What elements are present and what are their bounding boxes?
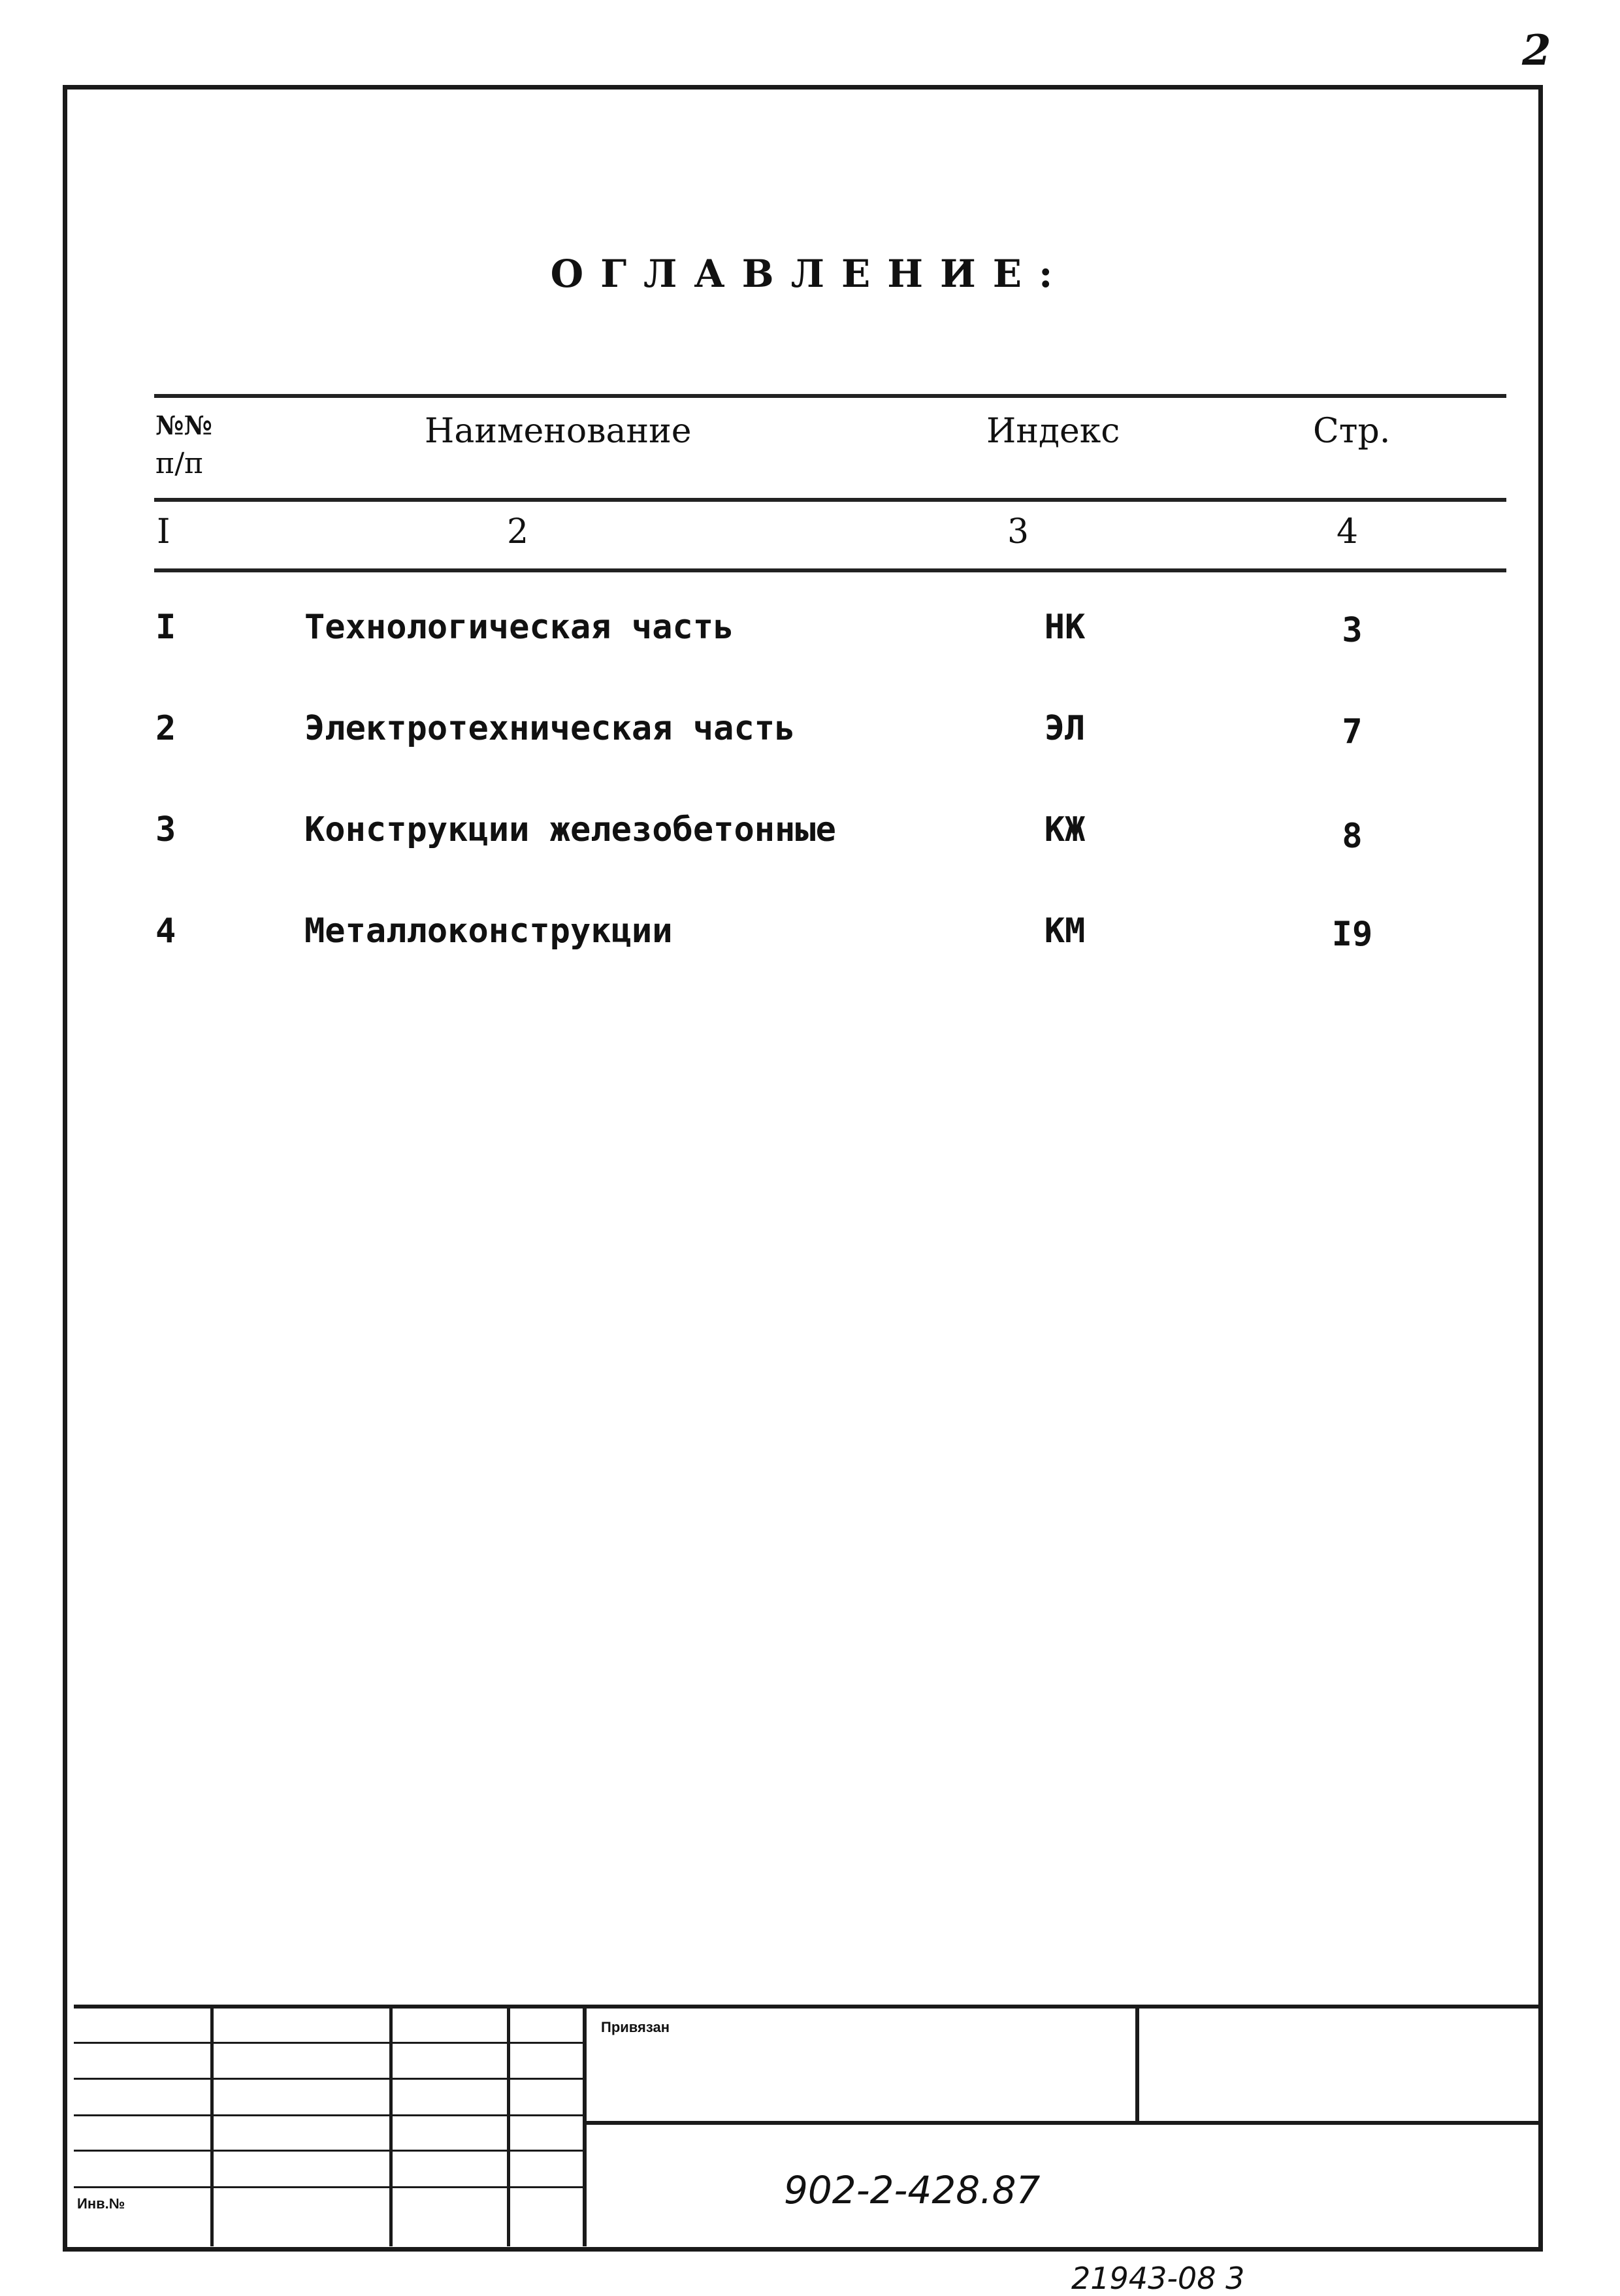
- header-bottom-rule: [154, 498, 1506, 502]
- row-4-num: 4: [155, 911, 176, 951]
- row-2-num: 2: [155, 709, 176, 748]
- row-3-name: Конструкции железобетонные: [304, 810, 836, 849]
- stamp-vline-5: [1135, 2005, 1139, 2122]
- column-number-4: 4: [1336, 512, 1359, 551]
- stamp-vline-2: [389, 2005, 393, 2246]
- row-4-name: Металлоконструкции: [304, 911, 673, 951]
- stamp-vline-4: [583, 2005, 587, 2246]
- row-3-page: 8: [1342, 817, 1363, 856]
- privyazan-label: Привязан: [601, 2019, 670, 2035]
- row-1-num: I: [155, 608, 176, 647]
- row-1-name: Технологическая часть: [304, 608, 734, 647]
- row-2-index: ЭЛ: [1044, 709, 1086, 748]
- row-2-name: Электротехническая часть: [304, 709, 796, 748]
- header-name: Наименование: [425, 412, 692, 451]
- document-code: 902-2-428.87: [784, 2168, 1041, 2212]
- page-title: ОГЛАВЛЕНИЕ:: [550, 252, 1070, 296]
- header-num-2: п/п: [155, 447, 204, 480]
- row-3-num: 3: [155, 810, 176, 849]
- drawing-frame: [63, 85, 1543, 2252]
- row-4-index: КМ: [1044, 911, 1086, 951]
- stamp-vline-3: [507, 2005, 510, 2246]
- row-2-page: 7: [1342, 712, 1363, 751]
- inventory-number-label: Инв.№: [77, 2195, 125, 2212]
- header-index: Индекс: [986, 412, 1120, 451]
- column-number-3: 3: [1007, 512, 1029, 551]
- row-1-index: НК: [1044, 608, 1086, 647]
- column-number-rule: [154, 568, 1506, 572]
- table-top-rule: [154, 394, 1506, 398]
- row-3-index: КЖ: [1044, 810, 1086, 849]
- row-1-page: 3: [1342, 611, 1363, 650]
- stamp-top-line: [74, 2005, 1543, 2009]
- header-num: №№: [155, 410, 212, 441]
- column-number-1: I: [157, 512, 170, 551]
- column-number-2: 2: [507, 512, 529, 551]
- bottom-archive-code: 21943-08 3: [1071, 2261, 1245, 2296]
- header-page: Стр.: [1313, 412, 1391, 451]
- row-4-page: I9: [1331, 915, 1373, 954]
- page-number: 2: [1522, 26, 1551, 75]
- stamp-vline-1: [210, 2005, 214, 2246]
- stamp-hline-mid: [585, 2121, 1543, 2125]
